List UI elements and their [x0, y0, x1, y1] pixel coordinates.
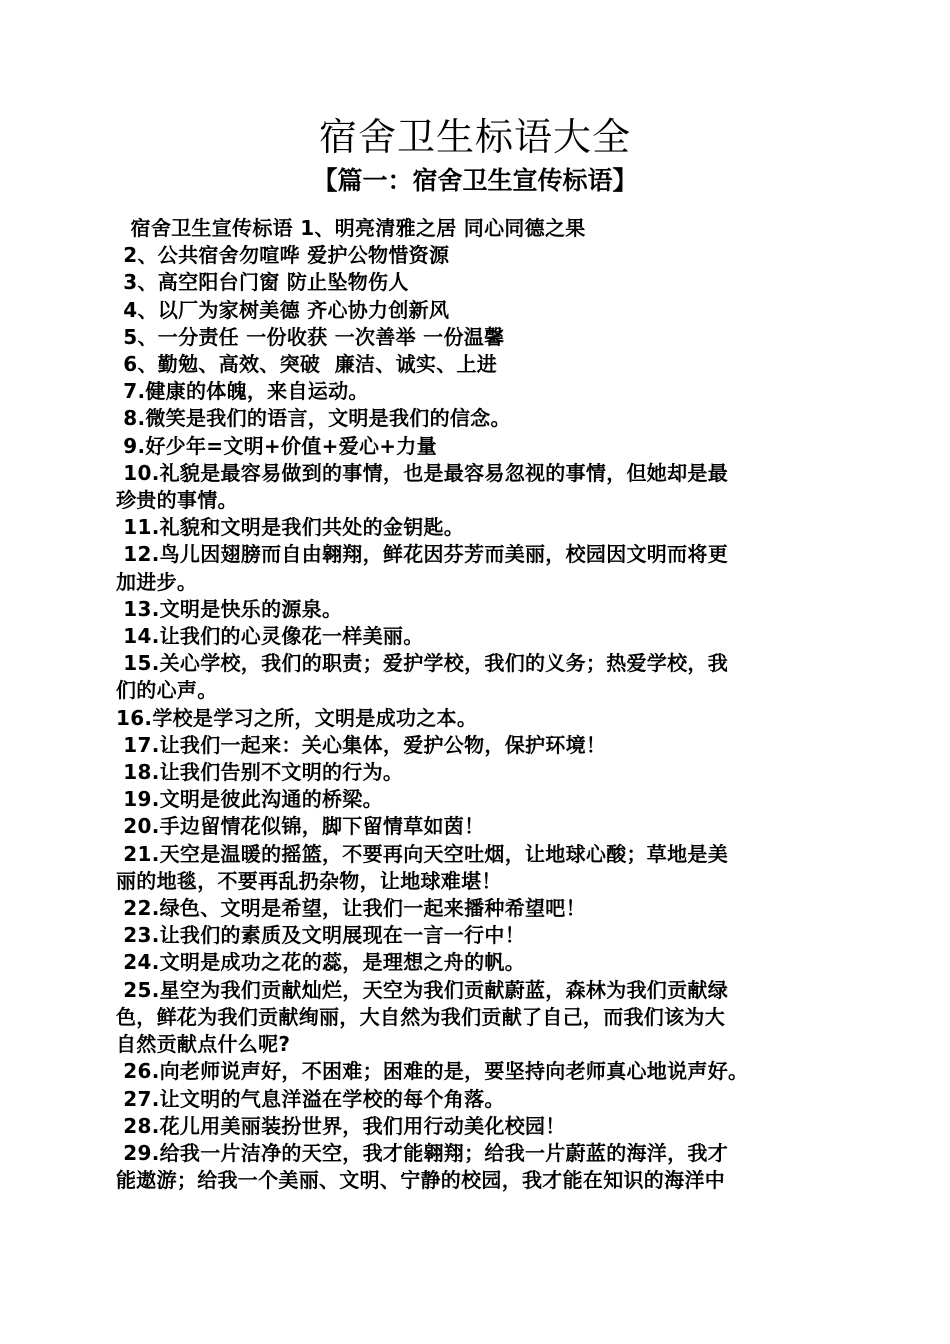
document-title: 宿舍卫生标语大全 — [318, 115, 631, 159]
slogan-line: 7.健康的体魄，来自运动。 — [116, 379, 369, 404]
slogan-line: 24.文明是成功之花的蕊，是理想之舟的帆。 — [116, 950, 525, 975]
slogan-line: 们的心声。 — [116, 678, 218, 703]
slogan-line: 23.让我们的素质及文明展现在一言一行中！ — [116, 923, 525, 948]
slogan-line: 色，鲜花为我们贡献绚丽，大自然为我们贡献了自己，而我们该为大 — [116, 1004, 725, 1029]
slogan-line: 17.让我们一起来：关心集体，爱护公物，保护环境！ — [116, 732, 607, 757]
slogan-line: 2、公共宿舍勿喧哗 爱护公物惜资源 — [116, 243, 450, 268]
slogan-line: 18.让我们告别不文明的行为。 — [116, 760, 404, 785]
slogan-line: 29.给我一片洁净的天空，我才能翱翔；给我一片蔚蓝的海洋，我才 — [116, 1140, 728, 1165]
slogan-line: 6、勤勉、高效、突破 廉洁、诚实、上进 — [116, 352, 498, 377]
slogan-line: 4、以厂为家树美德 齐心协力创新风 — [116, 297, 450, 322]
slogan-line: 8.微笑是我们的语言，文明是我们的信念。 — [116, 406, 511, 431]
slogan-line: 珍贵的事情。 — [116, 488, 238, 513]
slogan-line: 10.礼貌是最容易做到的事情，也是最容易忽视的事情，但她却是最 — [116, 460, 728, 485]
slogan-line: 3、高空阳台门窗 防止坠物伤人 — [116, 270, 409, 295]
slogan-line: 28.花儿用美丽装扮世界，我们用行动美化校园！ — [116, 1113, 566, 1138]
slogan-line: 9.好少年=文明+价值+爱心+力量 — [116, 433, 437, 458]
slogan-line: 15.关心学校，我们的职责；爱护学校，我们的义务；热爱学校，我 — [116, 651, 728, 676]
slogan-line: 22.绿色、文明是希望，让我们一起来播种希望吧！ — [116, 896, 586, 921]
slogan-line: 21.天空是温暖的摇篮，不要再向天空吐烟，让地球心酸；草地是美 — [116, 841, 728, 866]
slogan-line: 26.向老师说声好，不困难；困难的是，要坚持向老师真心地说声好。 — [116, 1059, 749, 1084]
section-heading: 【篇一：宿舍卫生宣传标语】 — [312, 166, 638, 195]
slogan-line: 13.文明是快乐的源泉。 — [116, 596, 343, 621]
slogan-line: 能遨游；给我一个美丽、文明、宁静的校园，我才能在知识的海洋中 — [116, 1168, 725, 1193]
slogan-line: 16.学校是学习之所，文明是成功之本。 — [116, 705, 478, 730]
slogan-list — [116, 215, 836, 1194]
slogan-line: 19.文明是彼此沟通的桥梁。 — [116, 787, 383, 812]
slogan-line: 宿舍卫生宣传标语 1、明亮清雅之居 同心同德之果 — [116, 216, 586, 240]
slogan-line: 20.手边留情花似锦，脚下留情草如茵！ — [116, 814, 485, 839]
slogan-line: 27.让文明的气息洋溢在学校的每个角落。 — [116, 1086, 505, 1111]
slogan-line: 14.让我们的心灵像花一样美丽。 — [116, 624, 424, 649]
slogan-line: 5、一分责任 一份收获 一次善举 一份温馨 — [116, 324, 505, 349]
slogan-line: 自然贡献点什么呢? — [116, 1032, 291, 1057]
slogan-line: 11.礼貌和文明是我们共处的金钥匙。 — [116, 515, 465, 540]
slogan-line: 25.星空为我们贡献灿烂，天空为我们贡献蔚蓝，森林为我们贡献绿 — [116, 977, 728, 1002]
slogan-line: 加进步。 — [116, 569, 198, 594]
slogan-line: 12.鸟儿因翅膀而自由翱翔，鲜花因芬芳而美丽，校园因文明而将更 — [116, 542, 728, 567]
slogan-line: 丽的地毯，不要再乱扔杂物，让地球难堪！ — [116, 868, 502, 893]
